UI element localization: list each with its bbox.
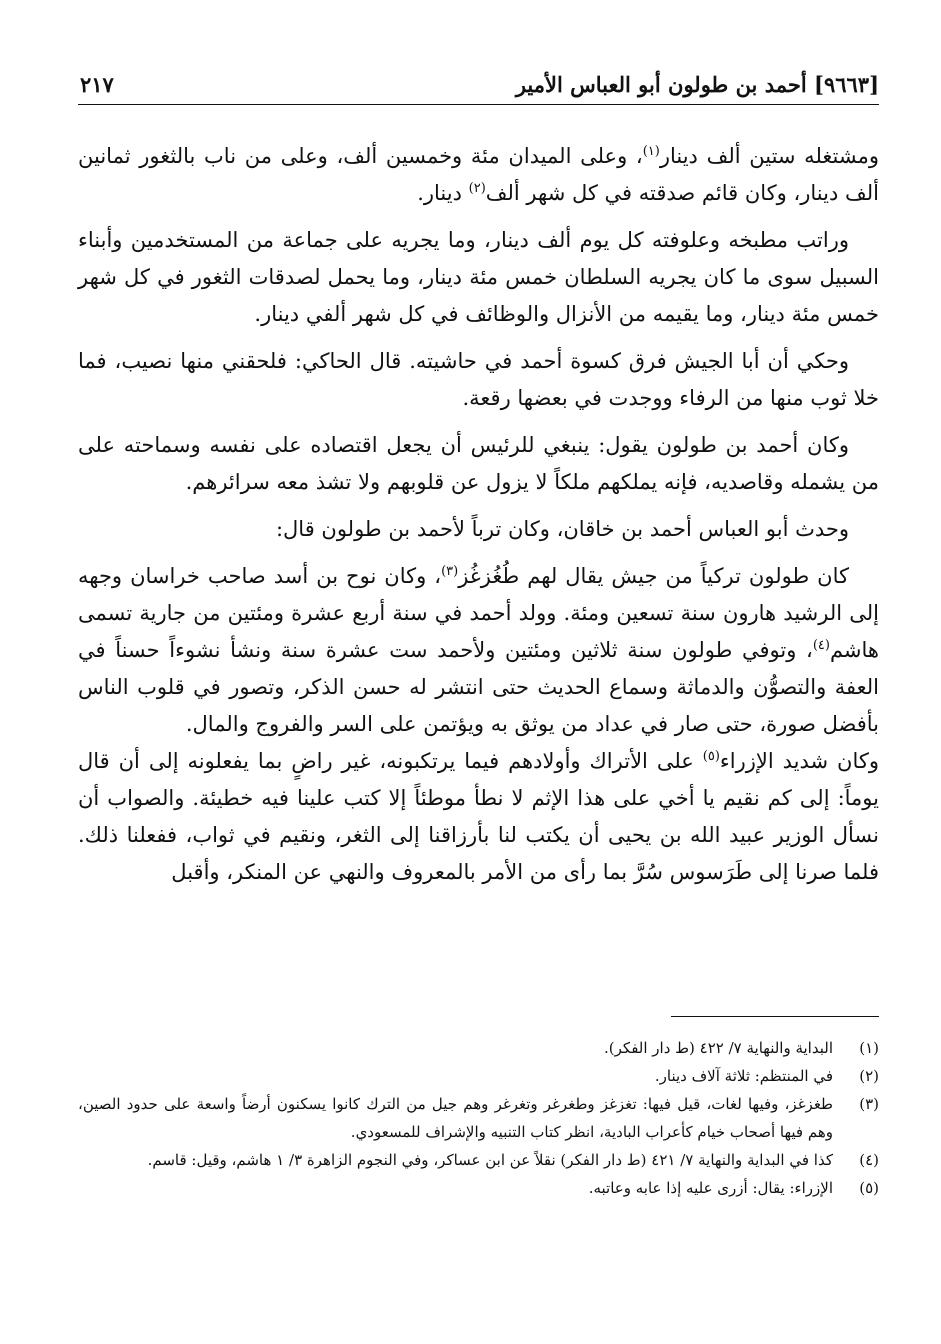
paragraph-1	[78, 138, 879, 212]
footnote-ref-5: (٥)	[702, 749, 720, 764]
paragraph-1-text-a: ومشتغله ستين ألف دينار	[659, 144, 879, 168]
footnotes	[78, 1034, 879, 1202]
paragraph-1-text-c: دينار.	[417, 181, 469, 205]
footnote-number: (٥)	[859, 1179, 879, 1197]
footnote-1	[78, 1034, 879, 1062]
footnote-text: في المنتظم: ثلاثة آلاف دينار.	[654, 1067, 833, 1085]
footnote-text: طغزغز، وفيها لغات، قيل فيها: تغزغز وطغرغر وتغرغر وهم جيل من الترك كانوا يسكنون أرضاً واسعة على حدود الصين، وهم فيها أصحاب خيام كأعراب البادية، انظر كتاب التنبيه والإشراف للمسعودي.	[78, 1095, 833, 1141]
paragraph-5: وحدث أبو العباس أحمد بن خاقان، وكان ترباً لأحمد بن طولون قال:	[275, 517, 849, 541]
footnote-ref-4: (٤)	[812, 638, 830, 653]
paragraph-7	[78, 743, 879, 891]
footnote-3	[78, 1090, 879, 1146]
paragraph-3: وحكي أن أبا الجيش فرق كسوة أحمد في حاشيته. قال الحاكي: فلحقني منها نصيب، فما خلا ثوب منها من الرفاء ووجدت في بعضها رقعة.	[78, 349, 879, 410]
footnote-4	[78, 1146, 879, 1174]
footnote-number: (١)	[859, 1039, 879, 1057]
running-header	[78, 70, 879, 105]
footnote-number: (٢)	[859, 1067, 879, 1085]
paragraph-6	[78, 558, 879, 743]
footnote-5	[78, 1174, 879, 1202]
page-number: ٢١٧	[80, 72, 114, 97]
footnote-number: (٤)	[859, 1151, 879, 1169]
paragraph-6-text-a: كان طولون تركياً من جيش يقال لهم طُغُزغُز	[458, 564, 849, 588]
footnote-text: الإزراء: يقال: أزرى عليه إذا عابه وعاتبه.	[588, 1179, 833, 1197]
footnote-separator	[671, 1016, 879, 1017]
paragraph-4: وكان أحمد بن طولون يقول: ينبغي للرئيس أن يجعل اقتصاده على نفسه وسماحته على من يشمله وقاصديه، فإنه يملكهم ملكاً لا يزول عن قلوبهم ولا تشذ معه سرائرهم.	[78, 433, 879, 494]
paragraph-7-text-b: على الأتراك وأولادهم فيما يرتكبونه، غير راضٍ بما يفعلونه إلى أن قال يوماً: إلى كم نقيم يا أخي على هذا الإثم لا نطأ موطئاً إلا كتب علينا فيه خطيئة. والصواب أن نسأل الوزير عبيد الله بن يحيى أن يكتب لنا بأرزاقنا إلى الثغر، ونقيم في ثواب، ففعلنا ذلك. فلما صرنا إلى طَرَسوس سُرَّ بما رأى من الأمر بالمعروف والنهي عن المنكر، وأقبل	[78, 749, 879, 884]
header-title: [٩٦٦٣] أحمد بن طولون أبو العباس الأمير	[515, 72, 879, 97]
footnote-ref-1: (١)	[642, 144, 660, 159]
footnote-2	[78, 1062, 879, 1090]
paragraph-1-text-b: ، وعلى الميدان مئة وخمسين ألف، وعلى من ناب بالثغور ثمانين ألف دينار، وكان قائم صدقته في كل شهر ألف	[78, 144, 879, 205]
main-text	[78, 138, 879, 891]
paragraph-6-text-c: ، وتوفي طولون سنة ثلاثين ومئتين ولأحمد ست عشرة سنة ونشأ نشوءاً حسناً في العفة والتصوُّن والدماثة وسماع الحديث حتى انتشر له حسن الذكر، وتصور في قلوب الناس بأفضل صورة، حتى صار في عداد من يوثق به ويؤتمن على السر والفروج والمال.	[78, 638, 879, 736]
footnote-number: (٣)	[859, 1095, 879, 1113]
footnote-ref-3: (٣)	[441, 564, 459, 579]
paragraph-6-text-b: ، وكان نوح بن أسد صاحب خراسان وجهه إلى الرشيد هارون سنة تسعين ومئة. وولد أحمد في سنة أربع عشرة ومئتين من جارية تسمى هاشم	[78, 564, 879, 662]
paragraph-7-text-a: وكان شديد الإزراء	[719, 749, 879, 773]
footnote-ref-2: (٢)	[468, 181, 486, 196]
footnote-text: كذا في البداية والنهاية ٧/ ٤٢١ (ط دار الفكر) نقلاً عن ابن عساكر، وفي النجوم الزاهرة ٣/ ١ هاشم، وقيل: قاسم.	[147, 1151, 833, 1169]
paragraph-2: وراتب مطبخه وعلوفته كل يوم ألف دينار، وما يجريه على جماعة من المستخدمين وأبناء السبيل سوى ما كان يجريه السلطان خمس مئة دينار، وما يحمل لصدقات الثغور في كل شهر خمس مئة دينار، وما يقيمه من الأنزال والوظائف في كل شهر ألفي دينار.	[78, 228, 879, 326]
footnote-text: البداية والنهاية ٧/ ٤٢٢ (ط دار الفكر).	[604, 1039, 833, 1057]
